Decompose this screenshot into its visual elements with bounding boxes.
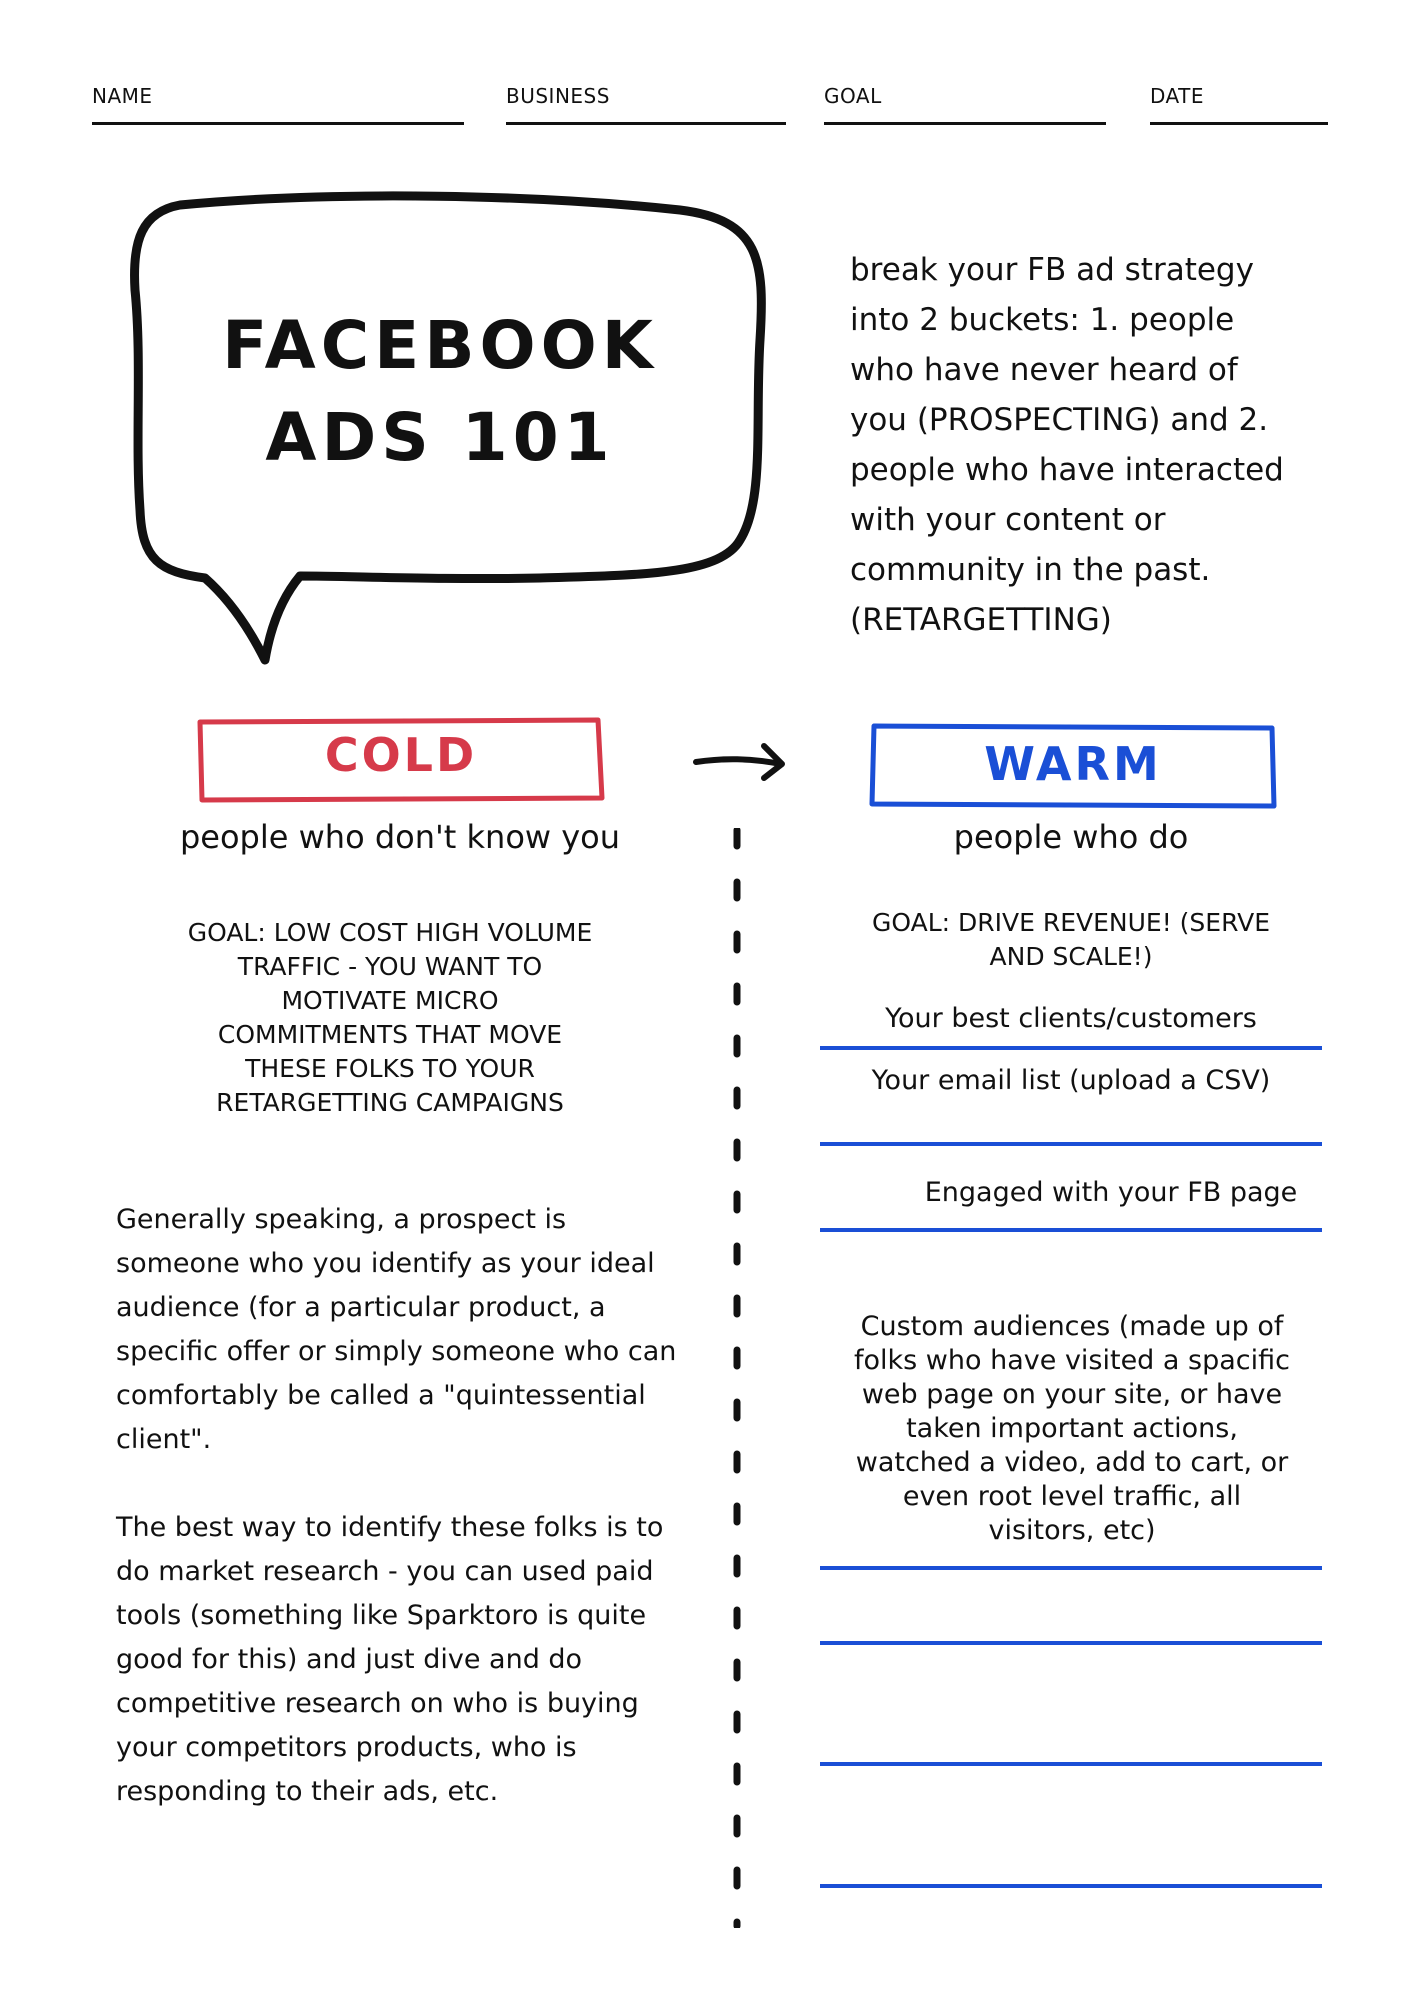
warm-item-email-list: Your email list (upload a CSV) [871,1065,1271,1096]
name-field[interactable] [92,84,464,125]
page-title [180,300,700,484]
cold-goal-line: RETARGETTING CAMPAIGNS [216,1088,564,1117]
warm-goal-line: GOAL: DRIVE REVENUE! (SERVE [872,908,1270,937]
business-field[interactable] [506,84,786,125]
goal-label: GOAL [824,84,882,108]
warm-goal [820,906,1322,974]
name-label: NAME [92,84,153,108]
date-field[interactable] [1150,84,1328,125]
dashed-divider [722,828,752,1928]
warm-goal-line: AND SCALE!) [989,942,1153,971]
prospect-paragraph: Generally speaking, a prospect is someone who you identify as your ideal audience (for a particular product, a specific offer or simply someone who can comfortably be called a "quintessential client". [116,1204,677,1455]
cold-goal-line: TRAFFIC - YOU WANT TO [237,952,543,981]
warm-subtitle: people who do [953,818,1189,856]
title-line-1: FACEBOOK [222,307,658,384]
warm-divider-line [820,1228,1322,1232]
research-paragraph: The best way to identify these folks is to do market research - you can used paid tools (something like Sparktoro is quite good for this) and just dive and do competitive research on who is buying your competitors products, who is responding to their ads, etc. [116,1512,664,1807]
warm-item-custom-audiences: Custom audiences (made up of folks who have visited a spacific web page on your site, or have taken important actions, watched a video, add to cart, or even root level traffic, all visitors, etc) [854,1311,1290,1546]
title-line-2: ADS 101 [265,399,615,476]
business-label: BUSINESS [506,84,610,108]
cold-goal-line: MOTIVATE MICRO [281,986,499,1015]
cold-goal [140,916,640,1120]
arrow-right-icon [692,740,792,784]
warm-label: WARM [984,737,1162,791]
warm-divider-line [820,1566,1322,1570]
warm-divider-line [820,1046,1322,1050]
warm-item-fb-page: Engaged with your FB page [924,1177,1298,1208]
goal-field[interactable] [824,84,1106,125]
warm-divider-line [820,1884,1322,1888]
warm-divider-line [820,1762,1322,1766]
date-label: DATE [1150,84,1205,108]
intro-text: break your FB ad strategy into 2 buckets: 1. people who have never heard of you (PROSPECTING) and 2. people who have interacted with your content or community in the past. (RETARGETTING) [850,252,1284,638]
cold-goal-line: GOAL: LOW COST HIGH VOLUME [187,918,593,947]
cold-goal-line: COMMITMENTS THAT MOVE [217,1020,563,1049]
warm-divider-line [820,1641,1322,1645]
warm-item-best-clients: Your best clients/customers [885,1003,1257,1034]
cold-goal-line: THESE FOLKS TO YOUR [245,1054,535,1083]
warm-divider-line [820,1142,1322,1146]
cold-subtitle: people who don't know you [179,818,621,856]
cold-label: COLD [324,728,478,782]
